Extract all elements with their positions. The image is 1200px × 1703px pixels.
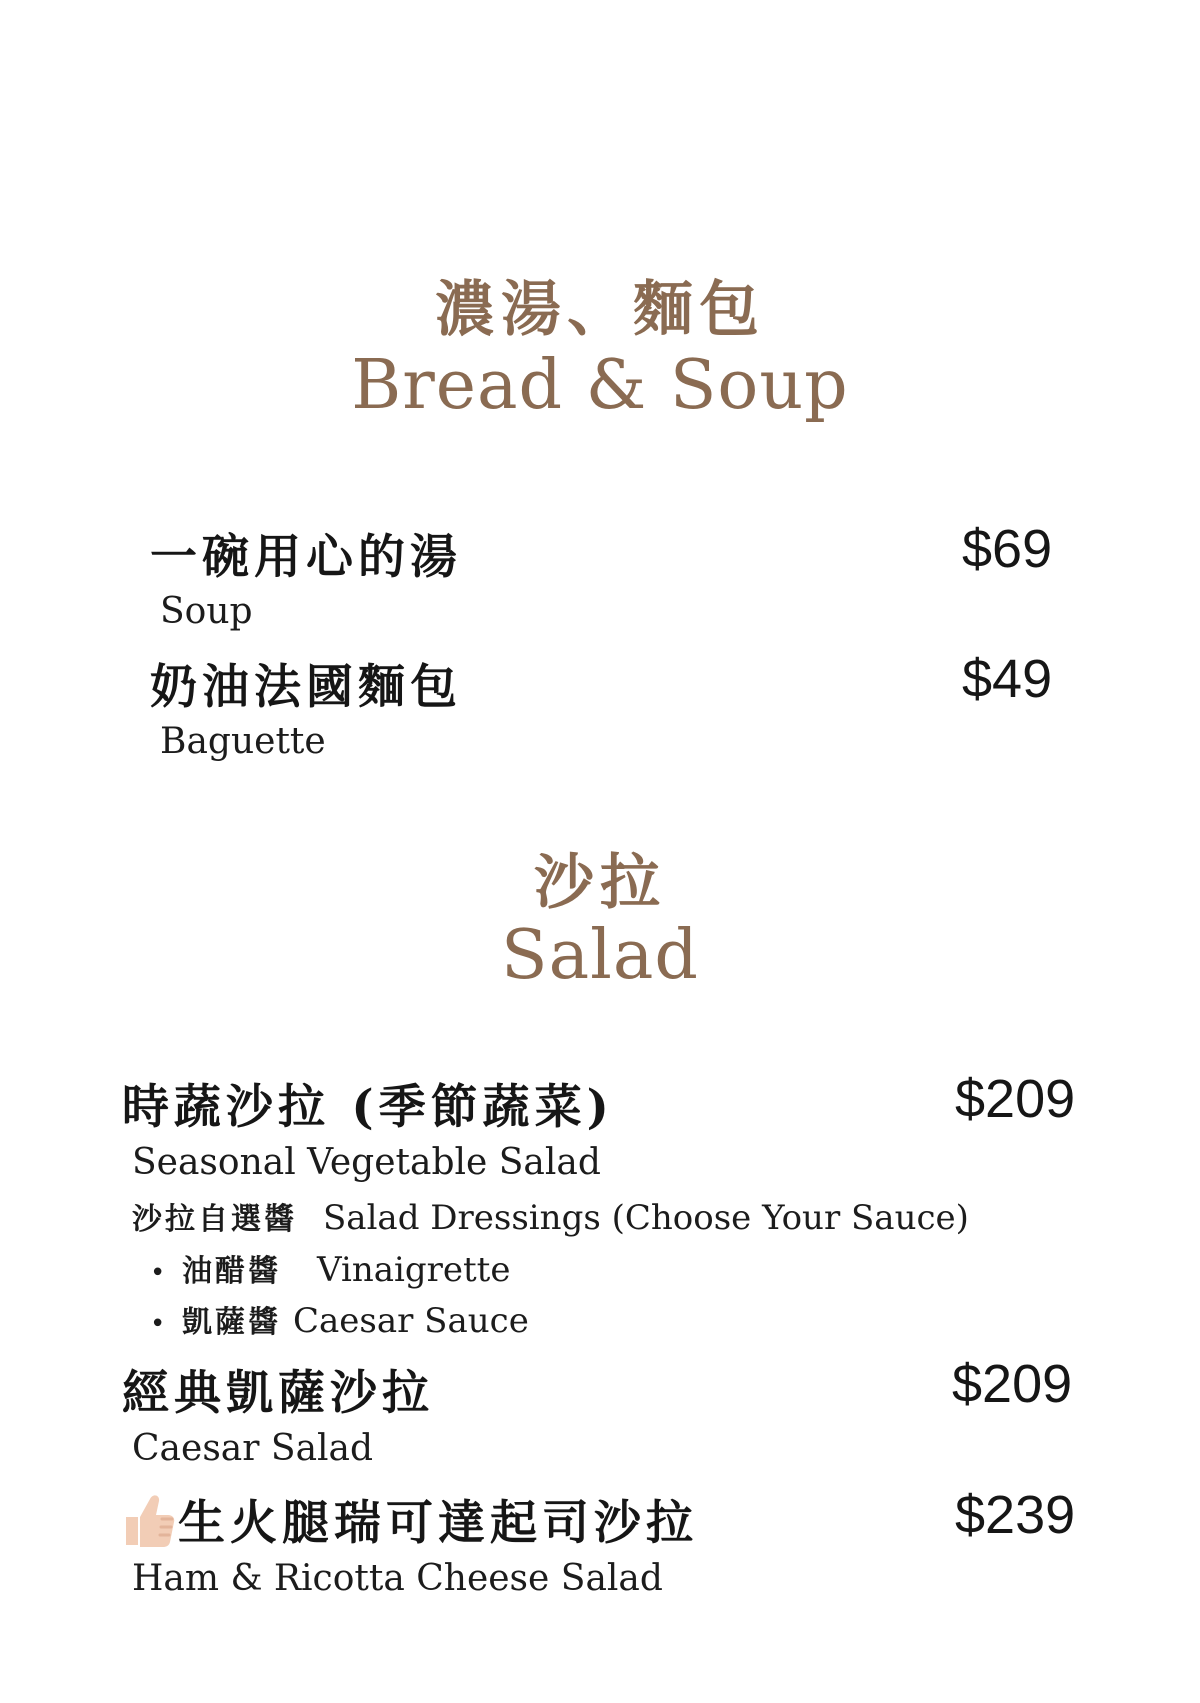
dressing-option-en: Vinaigrette xyxy=(317,1250,511,1290)
dressing-option-zh: 油醋醬 xyxy=(182,1254,281,1289)
menu-item-name-zh: 經典凱薩沙拉 xyxy=(122,1366,434,1421)
section-title-zh: 沙拉 xyxy=(534,848,666,918)
dressing-label-en: Salad Dressings (Choose Your Sauce) xyxy=(323,1198,969,1238)
menu-item-name-zh: 時蔬沙拉 (季節蔬菜) xyxy=(122,1080,614,1135)
menu-item-name-en: Caesar Salad xyxy=(132,1428,374,1469)
menu-item-name-en: Soup xyxy=(160,591,253,632)
menu-item-name-en: Ham & Ricotta Cheese Salad xyxy=(132,1558,663,1599)
menu-item-name-zh-text: 生火腿瑞可達起司沙拉 xyxy=(178,1496,698,1551)
dressing-options-label xyxy=(132,1194,969,1238)
bullet-icon: • xyxy=(150,1258,166,1288)
menu-item-name-zh xyxy=(122,1486,698,1553)
menu-item-name-zh: 一碗用心的湯 xyxy=(150,530,462,585)
menu-item-price: $209 xyxy=(955,1069,1076,1129)
dressing-option-en: Caesar Sauce xyxy=(293,1301,529,1341)
dressing-label-zh: 沙拉自選醬 xyxy=(132,1202,297,1237)
menu-item-price: $239 xyxy=(955,1485,1076,1545)
menu-item-name-en: Baguette xyxy=(160,721,326,762)
thumbs-up-icon xyxy=(122,1491,176,1549)
menu-item-name-en: Seasonal Vegetable Salad xyxy=(132,1142,601,1183)
menu-item-price: $49 xyxy=(962,649,1053,709)
bullet-icon: • xyxy=(150,1309,166,1339)
dressing-option xyxy=(150,1246,510,1290)
section-title-en: Bread & Soup xyxy=(351,346,849,425)
dressing-option-zh: 凱薩醬 xyxy=(182,1305,281,1340)
menu-item-price: $69 xyxy=(962,519,1053,579)
dressing-option xyxy=(150,1297,529,1341)
section-title-en: Salad xyxy=(501,916,699,995)
section-title-zh: 濃湯、麵包 xyxy=(435,275,765,345)
menu-item-name-zh: 奶油法國麵包 xyxy=(150,660,462,715)
menu-item-price: $209 xyxy=(952,1354,1073,1414)
